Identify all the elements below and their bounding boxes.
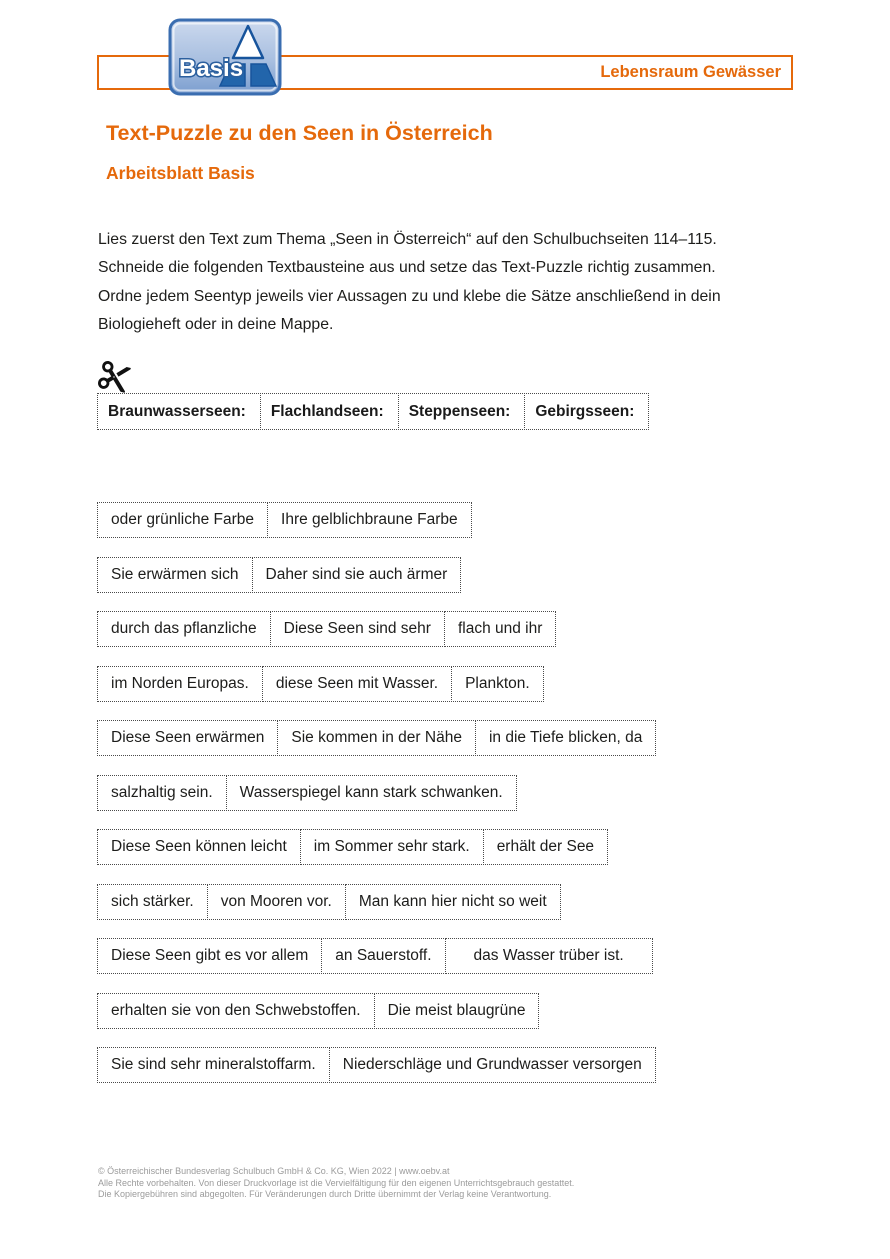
footer-line: Die Kopiergebühren sind abgegolten. Für Veränderungen durch Dritte übernimmt der Verlag keine Verantwortung.	[98, 1189, 552, 1199]
category-row	[97, 393, 649, 430]
instructions-paragraph	[98, 226, 798, 339]
banner-label: Lebensraum Gewässer	[600, 63, 781, 81]
puzzle-piece: sich stärker.	[97, 884, 208, 920]
puzzle-pieces	[97, 502, 656, 1102]
puzzle-piece: Sie kommen in der Nähe	[277, 720, 476, 756]
piece-row	[97, 666, 656, 702]
piece-row	[97, 993, 656, 1029]
piece-row	[97, 829, 656, 865]
puzzle-piece: Die meist blaugrüne	[374, 993, 540, 1029]
puzzle-piece: diese Seen mit Wasser.	[262, 666, 452, 702]
category-box-braunwasserseen: Braunwasserseen:	[97, 393, 261, 430]
puzzle-piece: Diese Seen sind sehr	[270, 611, 445, 647]
puzzle-piece: von Mooren vor.	[207, 884, 346, 920]
puzzle-piece: Daher sind sie auch ärmer	[252, 557, 462, 593]
logo-text: Basis	[179, 55, 244, 82]
instructions-line: Schneide die folgenden Textbausteine aus und setze das Text-Puzzle richtig zusammen.	[98, 259, 716, 277]
puzzle-piece: salzhaltig sein.	[97, 775, 227, 811]
instructions-line: Biologieheft oder in deine Mappe.	[98, 315, 334, 333]
puzzle-piece: durch das pflanzliche	[97, 611, 271, 647]
category-box-steppenseen: Steppenseen:	[398, 393, 526, 430]
instructions-line: Lies zuerst den Text zum Thema „Seen in Österreich“ auf den Schulbuchseiten 114–115.	[98, 231, 717, 248]
category-box-gebirgsseen: Gebirgsseen:	[524, 393, 649, 430]
basis-logo	[168, 18, 282, 96]
footer-line: Alle Rechte vorbehalten. Von dieser Druckvorlage ist die Vervielfältigung für den eigenen Unterrichtsgebrauch gestattet.	[98, 1177, 575, 1188]
puzzle-piece: Diese Seen erwärmen	[97, 720, 278, 756]
puzzle-piece: erhält der See	[483, 829, 608, 865]
page-title: Text-Puzzle zu den Seen in Österreich	[106, 121, 493, 145]
puzzle-piece: im Norden Europas.	[97, 666, 263, 702]
piece-row	[97, 557, 656, 593]
piece-row	[97, 502, 656, 538]
puzzle-piece: Wasserspiegel kann stark schwanken.	[226, 775, 517, 811]
puzzle-piece: erhalten sie von den Schwebstoffen.	[97, 993, 375, 1029]
puzzle-piece: Niederschläge und Grundwasser versorgen	[329, 1047, 656, 1083]
piece-row	[97, 938, 656, 974]
puzzle-piece: Man kann hier nicht so weit	[345, 884, 561, 920]
copyright-footer	[98, 1166, 818, 1201]
puzzle-piece: das Wasser trüber ist.	[445, 938, 653, 974]
category-box-flachlandseen: Flachlandseen:	[260, 393, 399, 430]
puzzle-piece: Sie sind sehr mineralstoffarm.	[97, 1047, 330, 1083]
puzzle-piece: Sie erwärmen sich	[97, 557, 253, 593]
scissors-icon	[91, 356, 136, 398]
piece-row	[97, 1047, 656, 1083]
puzzle-piece: flach und ihr	[444, 611, 556, 647]
puzzle-piece: Diese Seen können leicht	[97, 829, 301, 865]
instructions-line: Ordne jedem Seentyp jeweils vier Aussagen zu und klebe die Sätze anschließend in dein	[98, 287, 721, 305]
puzzle-piece: oder grünliche Farbe	[97, 502, 268, 538]
page-subtitle: Arbeitsblatt Basis	[106, 163, 255, 183]
footer-line: © Österreichischer Bundesverlag Schulbuch GmbH & Co. KG, Wien 2022 | www.oebv.at	[98, 1166, 450, 1176]
piece-row	[97, 611, 656, 647]
puzzle-piece: an Sauerstoff.	[321, 938, 445, 974]
puzzle-piece: in die Tiefe blicken, da	[475, 720, 656, 756]
puzzle-piece: Plankton.	[451, 666, 544, 702]
puzzle-piece: im Sommer sehr stark.	[300, 829, 484, 865]
piece-row	[97, 720, 656, 756]
piece-row	[97, 884, 656, 920]
puzzle-piece: Ihre gelblichbraune Farbe	[267, 502, 472, 538]
piece-row	[97, 775, 656, 811]
puzzle-piece: Diese Seen gibt es vor allem	[97, 938, 322, 974]
